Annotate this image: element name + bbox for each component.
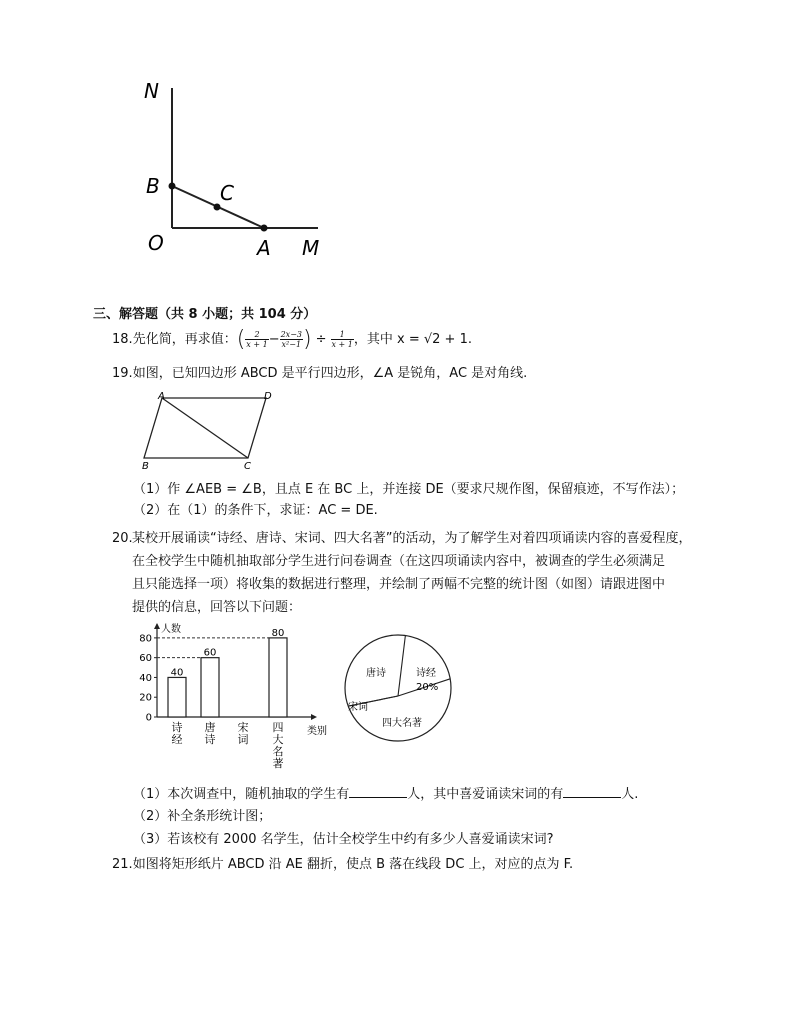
label-n: N: [144, 79, 159, 103]
y-tick-label: 40: [139, 672, 152, 684]
label-b: B: [146, 174, 160, 198]
x-axis-label: 类别: [307, 726, 327, 737]
data-label: 60: [203, 647, 217, 659]
q19-text: 如图，已知四边形 ABCD 是平行四边形，∠A 是锐角，AC 是对角线.: [132, 366, 528, 381]
y-tick-label: 0: [145, 712, 152, 724]
q18-lparen: (: [236, 326, 246, 352]
x-tick-label: 大: [272, 733, 284, 746]
label-b: B: [142, 461, 149, 472]
q18-prefix: 先化简，再求值：: [132, 331, 237, 347]
section-header: 三、解答题（共 8 小题；共 104 分）: [93, 307, 317, 322]
q20-sub1-text-b: 人，其中喜爱诵读宋词的有: [407, 787, 564, 802]
q19-sub1: （1）作 ∠AEB = ∠B，且点 E 在 BC 上，并连接 DE（要求尺规作图，保留痕迹，不写作法）；: [133, 482, 685, 497]
y-tick-label: 60: [139, 653, 152, 665]
figure-parallelogram: [138, 390, 278, 472]
label-a: A: [158, 391, 165, 402]
q20-line-3: 且只能选择一项）将收集的数据进行整理，并绘制了两幅不完整的统计图（如图）请跟进图中: [132, 577, 666, 592]
x-tick-label: 唐: [204, 721, 216, 734]
answer-blank-songci[interactable]: [563, 785, 621, 798]
pie-chart: [338, 628, 458, 748]
label-o: O: [148, 231, 164, 255]
label-c: C: [220, 181, 234, 205]
x-tick-label: 宋: [237, 721, 249, 734]
q21-number: 21.: [112, 857, 133, 872]
label-c: C: [244, 461, 251, 472]
q18-div: ÷: [315, 331, 327, 347]
data-label: 40: [170, 667, 184, 679]
q18-rparen: ): [303, 326, 312, 352]
x-tick-label: 著: [272, 757, 284, 770]
label-m: M: [302, 236, 320, 260]
diagonal-ac: [162, 398, 248, 458]
bar: [269, 638, 287, 717]
y-tick-label: 20: [139, 692, 152, 704]
label-d: D: [264, 391, 272, 402]
q19-sub2: （2）在（1）的条件下，求证：AC = DE.: [133, 503, 378, 518]
slice-label-shijing-percent: 20%: [416, 682, 439, 693]
bar: [168, 677, 186, 717]
question-18: [112, 326, 472, 352]
point-b: [169, 183, 176, 190]
x-tick-label: 四: [272, 721, 284, 734]
figure-angle-nom: [140, 78, 340, 263]
q20-sub1-text-c: 人.: [621, 787, 639, 802]
q19-number: 19.: [112, 366, 133, 381]
label-a: A: [257, 236, 271, 260]
answer-blank-total[interactable]: [349, 785, 407, 798]
slice-label-tangshi: 唐诗: [366, 668, 386, 679]
q20-sub3: （3）若该校有 2000 名学生，估计全校学生中约有多少人喜爱诵读宋词?: [133, 832, 554, 847]
x-tick-label: 词: [237, 733, 249, 746]
y-axis-label: 人数: [161, 624, 181, 635]
q18-minus: −: [268, 331, 280, 347]
slice-label-shijing: 诗经: [416, 668, 436, 679]
y-tick-label: 80: [139, 633, 152, 645]
q20-sub1-text-a: （1）本次调查中，随机抽取的学生有: [133, 787, 350, 802]
q20-sub1: [133, 785, 638, 804]
x-tick-label: 诗: [171, 721, 183, 734]
data-label: 80: [271, 627, 285, 639]
slice-label-songci: 宋词: [348, 702, 368, 713]
question-19: [112, 365, 527, 383]
question-21: [112, 856, 573, 874]
q21-text: 如图将矩形纸片 ABCD 沿 AE 翻折，使点 B 落在线段 DC 上，对应的点为 F.: [132, 857, 574, 872]
q18-fraction-1: $\frac{2}{x + 1}$: [246, 330, 268, 349]
point-a: [261, 225, 268, 232]
bar-chart: [135, 618, 335, 778]
y-axis-arrow: [154, 623, 160, 629]
q20-line-4: 提供的信息，回答以下问题：: [132, 600, 302, 615]
slice-label-sidamingzhu: 四大名著: [382, 718, 422, 729]
x-axis-arrow: [311, 714, 317, 720]
x-tick-label: 名: [272, 745, 284, 758]
x-tick-label: 经: [171, 733, 183, 746]
q18-suffix: ，其中 x = √2 + 1.: [353, 331, 472, 347]
q20-line-1: 某校开展诵读“诗经、唐诗、宋词、四大名著”的活动，为了解学生对着四项诵读内容的喜爱程度，: [132, 531, 692, 546]
q18-fraction-2: $\frac{2x-3}{\text{x²−1}}$: [280, 330, 302, 349]
bar: [201, 658, 219, 717]
q20-sub2: （2）补全条形统计图；: [133, 809, 272, 824]
q18-number: 18.: [112, 331, 133, 347]
q18-fraction-3: $\frac{1}{x + 1}$: [331, 330, 353, 349]
q20-line-2: 在全校学生中随机抽取部分学生进行问卷调查（在这四项诵读内容中，被调查的学生必须满足: [132, 554, 666, 569]
x-tick-label: 诗: [204, 733, 216, 746]
q20-number: 20.: [112, 531, 133, 546]
